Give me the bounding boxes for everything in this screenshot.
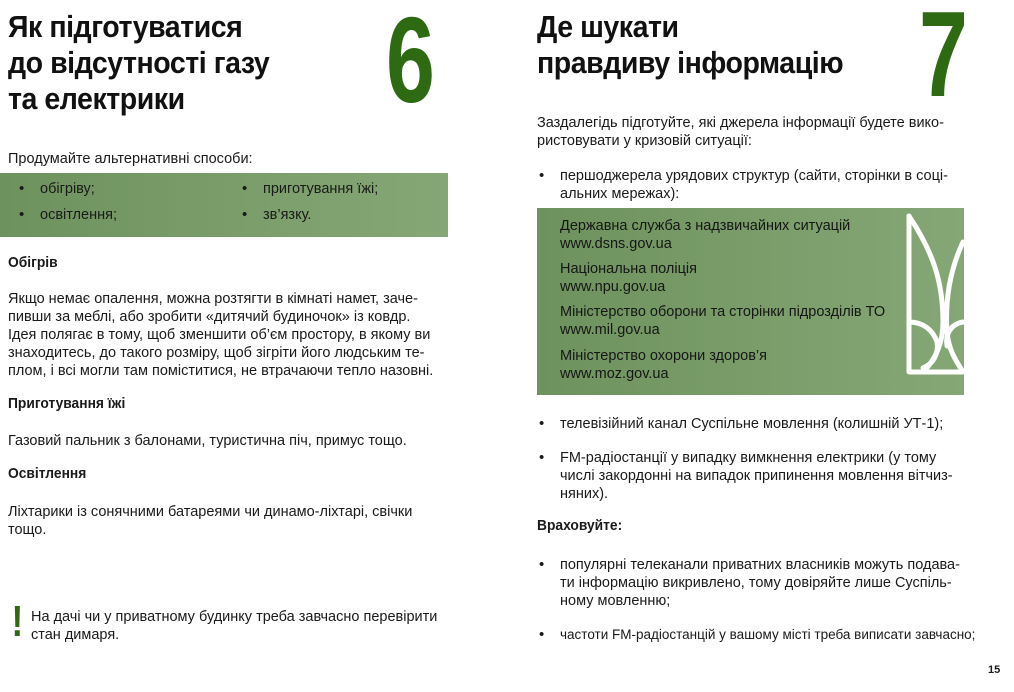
right-title-line: Де шукати bbox=[537, 9, 679, 44]
option-item: • зв’язку. bbox=[263, 206, 311, 224]
source-url[interactable]: www.npu.gov.ua bbox=[560, 279, 666, 295]
text-line: • першоджерела урядових структур (сайти, сторінки в соці- bbox=[560, 168, 948, 184]
option-item: • освітлення; bbox=[40, 206, 117, 224]
options-intro: Продумайте альтернативні способи: bbox=[8, 151, 253, 167]
source-name: Національна поліція bbox=[560, 261, 697, 277]
note-heading: Враховуйте: bbox=[537, 517, 623, 534]
right-title-line: правдиву інформацію bbox=[537, 45, 844, 80]
text-line: знаходитесь, до такого розміру, щоб зігріти його людським те- bbox=[8, 345, 425, 361]
source-url[interactable]: www.dsns.gov.ua bbox=[560, 236, 672, 252]
left-title-line: Як підготуватися bbox=[8, 9, 243, 44]
sources-box bbox=[537, 208, 964, 395]
lighting-text bbox=[8, 503, 440, 539]
text-line: • популярні телеканали приватних власників можуть подава- bbox=[560, 557, 960, 573]
source-url[interactable]: www.moz.gov.ua bbox=[560, 366, 669, 382]
text-line: плом, і всі могли там поміститися, не втрачаючи тепло назовні. bbox=[8, 363, 434, 379]
bullet-item bbox=[560, 556, 969, 610]
text-line: стан димаря. bbox=[31, 627, 120, 643]
source-name: Міністерство охорони здоров’я bbox=[560, 348, 767, 364]
source-url[interactable]: www.mil.gov.ua bbox=[560, 322, 660, 338]
cooking-text: Газовий пальник з балонами, туристична піч, примус тощо. bbox=[8, 433, 407, 449]
text-line: На дачі чи у приватному будинку треба завчасно перевірити bbox=[31, 609, 438, 625]
text-line: Ліхтарики із сонячними батареями чи динамо-ліхтарі, свічки bbox=[8, 504, 413, 520]
heating-text bbox=[8, 290, 440, 380]
text-line: ному мовленню; bbox=[560, 593, 671, 609]
trident-emblem-icon bbox=[903, 212, 969, 392]
page-number: 15 bbox=[988, 664, 1001, 676]
cooking-heading: Приготування їжі bbox=[8, 395, 126, 412]
left-title-line: до відсутності газу bbox=[8, 45, 270, 80]
bullet-item bbox=[560, 167, 969, 203]
warning-text bbox=[31, 608, 441, 644]
source-name: Державна служба з надзвичайних ситуацій bbox=[560, 218, 851, 234]
section-number: 7 bbox=[919, 0, 968, 122]
sources-intro bbox=[537, 114, 969, 150]
text-line: Ідея полягає в тому, щоб зменшити об’єм простору, в якому ви bbox=[8, 327, 431, 343]
text-line: пивши за меблі, або зробити «дитячий будиночок» із ковдр. bbox=[8, 309, 411, 325]
text-line: • FM-радіостанції у випадку вимкнення електрики (у тому bbox=[560, 450, 937, 466]
bullet-item: • частоти FM-радіостанцій у вашому місті треба виписати завчасно; bbox=[560, 626, 975, 644]
option-item: • приготування їжі; bbox=[263, 180, 378, 198]
option-item: • обігріву; bbox=[40, 180, 95, 198]
source-name: Міністерство оборони та сторінки підрозділів ТО bbox=[560, 304, 886, 320]
text-line: числі закордонні на випадок припинення мовлення вітчиз- bbox=[560, 468, 953, 484]
text-line: тощо. bbox=[8, 522, 47, 538]
text-line: Заздалегідь підготуйте, які джерела інформації будете вико- bbox=[537, 115, 944, 131]
lighting-heading: Освітлення bbox=[8, 465, 87, 482]
warning-icon: ! bbox=[11, 597, 24, 646]
text-line: Якщо немає опалення, можна розтягти в кімнаті намет, заче- bbox=[8, 291, 418, 307]
right-title bbox=[537, 9, 843, 81]
bullet-item: • телевізійний канал Суспільне мовлення (колишній УТ-1); bbox=[560, 415, 943, 433]
left-title bbox=[8, 9, 269, 117]
text-line: няних). bbox=[560, 486, 609, 502]
left-title-line: та електрики bbox=[8, 81, 185, 116]
text-line: ти інформацію викривлено, тому довіряйте лише Суспіль- bbox=[560, 575, 952, 591]
heating-heading: Обігрів bbox=[8, 254, 58, 271]
section-number: 6 bbox=[386, 0, 435, 128]
text-line: ристовувати у кризовій ситуації: bbox=[537, 133, 752, 149]
options-box bbox=[0, 173, 448, 237]
bullet-item bbox=[560, 449, 969, 503]
text-line: альних мережах): bbox=[560, 186, 680, 202]
